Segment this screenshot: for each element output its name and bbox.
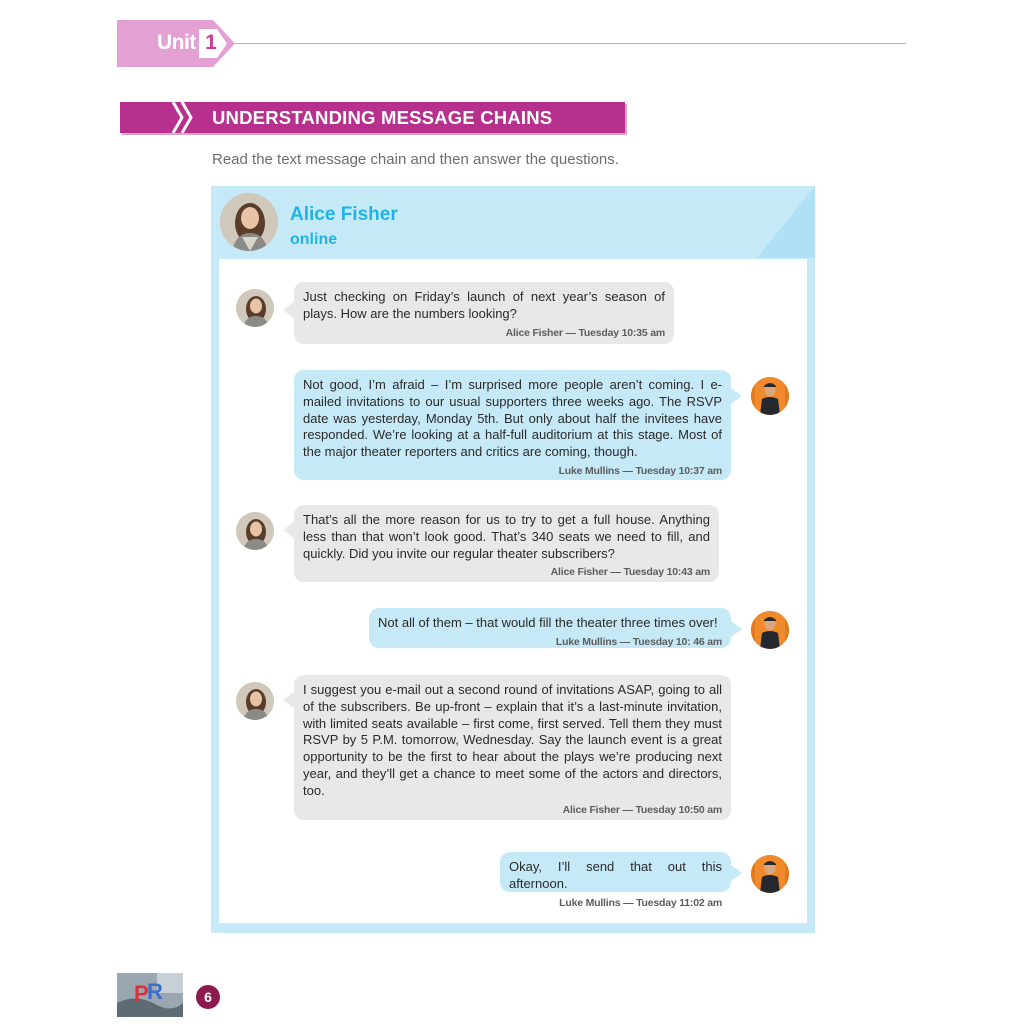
message-text: Okay, I’ll send that out this afternoon. — [509, 859, 722, 891]
svg-text:P: P — [134, 981, 149, 1006]
contact-status: online — [290, 231, 338, 248]
bubble-tail — [731, 865, 742, 881]
bubble-tail — [731, 388, 742, 404]
book-logo — [117, 973, 183, 1017]
message-meta: Luke Mullins — Tuesday 11:02 am — [559, 896, 722, 909]
message-bubble — [294, 675, 731, 820]
message-meta: Alice Fisher — Tuesday 10:50 am — [562, 803, 722, 816]
pr-logo-icon — [117, 973, 183, 1017]
bubble-tail — [283, 522, 294, 538]
section-title: UNDERSTANDING MESSAGE CHAINS — [212, 107, 553, 128]
svg-text:R: R — [147, 979, 163, 1004]
message-bubble — [369, 608, 731, 648]
bubble-tail — [731, 621, 742, 637]
unit-divider — [235, 43, 906, 44]
luke-avatar — [751, 855, 789, 893]
message-bubble — [500, 852, 731, 909]
message-meta: Alice Fisher — Tuesday 10:43 am — [550, 566, 710, 579]
man-portrait-icon — [751, 377, 789, 415]
woman-portrait-icon — [236, 512, 274, 550]
contact-name: Alice Fisher — [290, 204, 398, 225]
unit-number: 1 — [205, 31, 217, 54]
bubble-tail — [283, 302, 294, 318]
message-text: Just checking on Friday’s launch of next year’s season of plays. How are the numbers looking? — [303, 289, 665, 321]
luke-avatar — [751, 611, 789, 649]
unit-tab — [117, 20, 235, 67]
message-bubble — [294, 282, 674, 344]
message-meta: Alice Fisher — Tuesday 10:35 am — [505, 326, 665, 339]
message-bubble — [294, 505, 719, 582]
instruction-text: Read the text message chain and then answer the questions. — [212, 151, 619, 168]
man-portrait-icon — [751, 855, 789, 893]
message-bubble — [294, 370, 731, 480]
unit-label: Unit — [157, 31, 196, 54]
message-list — [219, 259, 807, 923]
man-portrait-icon — [751, 611, 789, 649]
chevron-arrows-icon — [170, 102, 200, 133]
message-text: Not all of them – that would fill the theater three times over! — [378, 615, 718, 630]
woman-portrait-icon — [220, 193, 278, 251]
chat-header — [211, 186, 815, 258]
contact-avatar — [220, 193, 278, 251]
section-banner — [120, 102, 625, 133]
message-meta: Luke Mullins — Tuesday 10:37 am — [558, 464, 722, 477]
woman-portrait-icon — [236, 682, 274, 720]
message-text: I suggest you e-mail out a second round of invitations ASAP, going to all of the subscribers. Be up-front – explain that it’s a last-minute invitation, with limited seats available – first come, first served. Tell them they must RSVP by 5 P.M. tomorrow, Wednesday. Say the launch event is a great opportunity to be the first to hear about the plays we’re producing next year, and they’ll get a chance to meet some of the actors and directors, too. — [303, 682, 722, 798]
message-text: Not good, I’m afraid – I’m surprised more people aren’t coming. I e-mailed invitations to our usual supporters three weeks ago. The RSVP date was yesterday, Monday 5th. But only about half the invitees have responded. We’re looking at a half-full auditorium at this stage. Most of the major theater reporters and critics are coming, though. — [303, 377, 722, 460]
chat-window — [211, 186, 815, 933]
luke-avatar — [751, 377, 789, 415]
woman-portrait-icon — [236, 289, 274, 327]
message-text: That’s all the more reason for us to try to get a full house. Anything less than that won’t look good. That’s 340 seats we need to fill, and quickly. Did you invite our regular theater subscribers? — [303, 512, 710, 561]
alice-avatar — [236, 682, 274, 720]
page-number: 6 — [196, 985, 220, 1009]
message-meta: Luke Mullins — Tuesday 10: 46 am — [555, 635, 722, 648]
bubble-tail — [283, 692, 294, 708]
alice-avatar — [236, 512, 274, 550]
header-corner-decoration — [757, 186, 815, 258]
alice-avatar — [236, 289, 274, 327]
